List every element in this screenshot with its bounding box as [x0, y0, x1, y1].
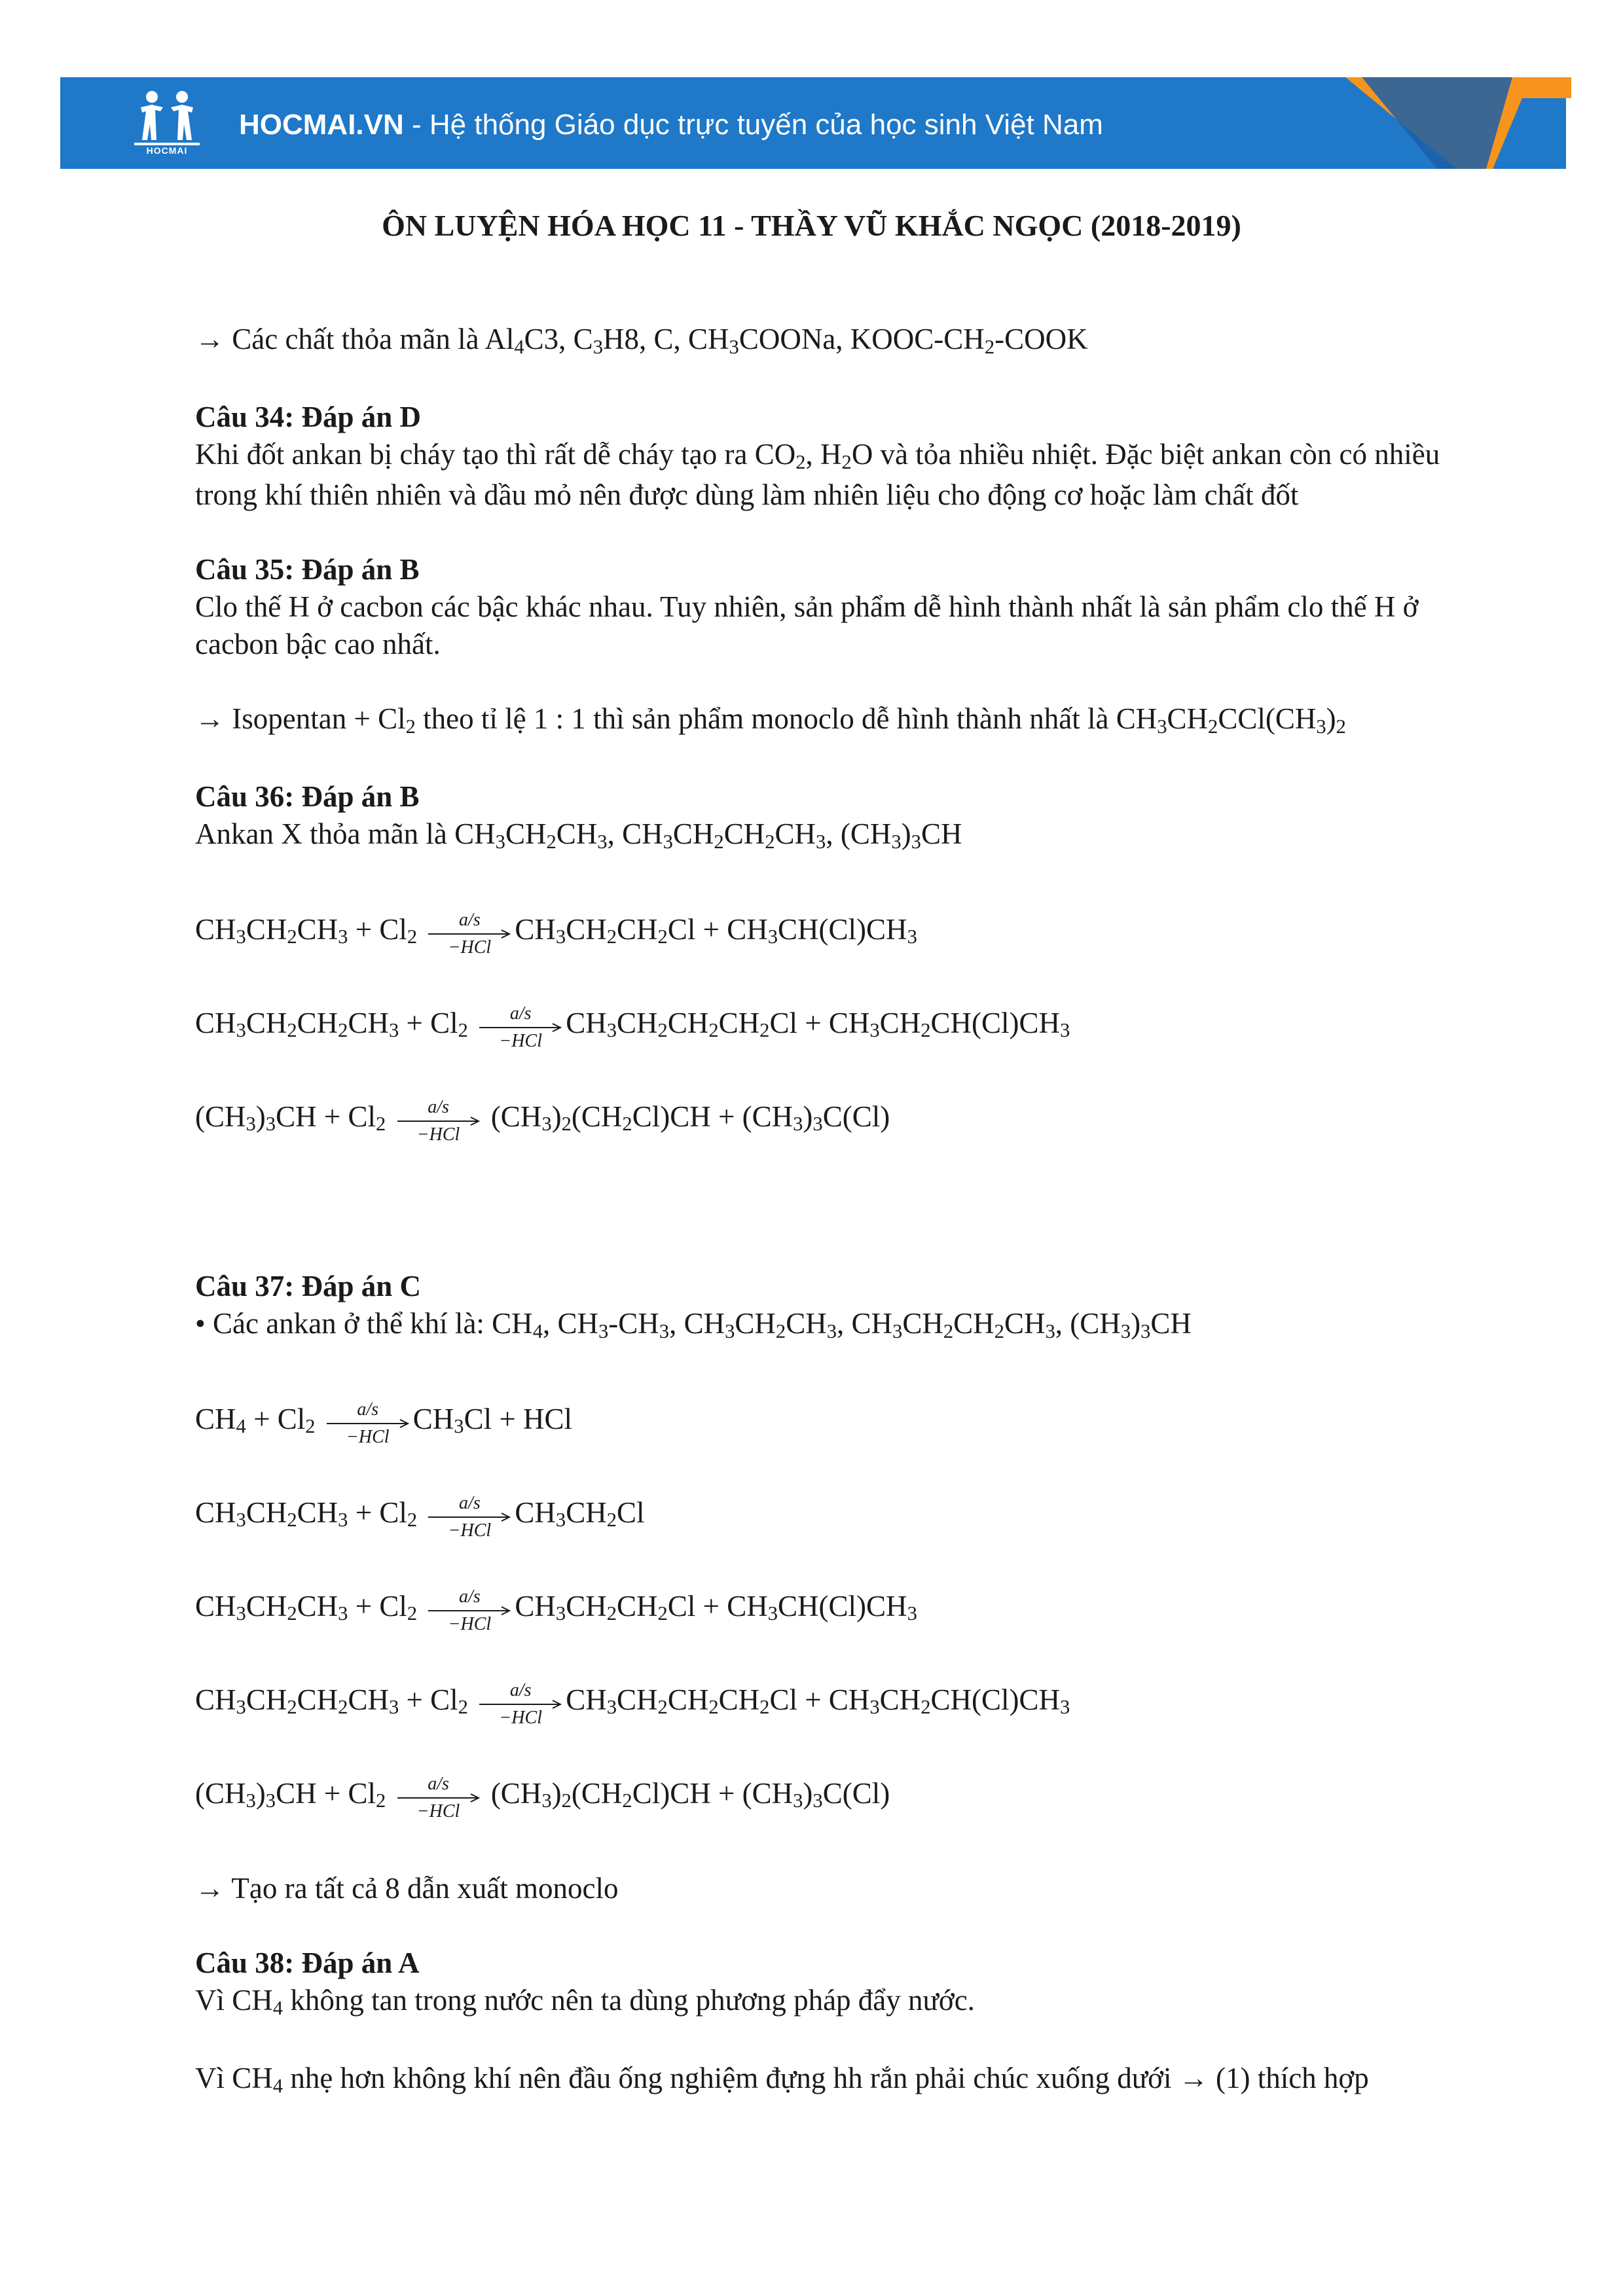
reaction-equation	[195, 1773, 1459, 1821]
reaction-arrow	[427, 1588, 512, 1634]
reaction-products: $CH_3Cl$ + HCl	[412, 1402, 572, 1438]
arrow-condition-top: a/s	[357, 1399, 379, 1420]
banner-text	[239, 109, 1103, 141]
document-title: ÔN LUYỆN HÓA HỌC 11 - THẦY VŨ KHẮC NGỌC (2018-2019)	[382, 209, 1241, 242]
arrow-condition-bottom: −HCl	[416, 1801, 460, 1821]
reaction-arrow	[478, 1681, 563, 1727]
banner-accent-shape	[1345, 77, 1571, 169]
arrow-condition-bottom: −HCl	[448, 937, 492, 958]
question-36-heading: Câu 36: Đáp án B	[195, 780, 420, 813]
arrow-condition-bottom: −HCl	[346, 1426, 390, 1447]
banner-tagline: - Hệ thống Giáo dục trực tuyến của học sinh Việt Nam	[403, 109, 1103, 141]
arrow-condition-bottom: −HCl	[448, 1613, 492, 1634]
reaction-products: $CH_3CH_2Cl$	[515, 1496, 645, 1532]
reaction-reactants: $CH_3CH_2CH_3 + Cl_2$	[195, 912, 418, 948]
reaction-reactants: $(CH_3)_3CH + Cl_2$	[195, 1776, 386, 1812]
question-36-text: Ankan X thỏa mãn là $CH_3CH_2CH_3$, $CH_3CH_2CH_2CH_3$, $(CH_3)_3CH$	[195, 817, 962, 853]
logo-caption: HOCMAI	[146, 145, 188, 156]
reaction-products: $CH_3CH_2CH_2CH_2Cl + CH_3CH_2CH(Cl)CH_3$	[566, 1006, 1070, 1042]
document-body	[195, 321, 1459, 2100]
arrow-condition-top: a/s	[459, 1492, 481, 1513]
reaction-arrow	[427, 1494, 512, 1540]
question-35-conclusion: → Isopentan + $Cl_2$ theo tỉ lệ 1 : 1 thì sản phẩm monoclo dễ hình thành nhất là $CH_3CH_2CCl(CH_3)_2$	[195, 702, 1346, 738]
arrow-condition-top: a/s	[459, 909, 481, 930]
question-37-text: • Các ankan ở thể khí là: $CH_4$, $CH_3-CH_3$, $CH_3CH_2CH_3$, $CH_3CH_2CH_2CH_3$, $(CH_3)_3CH$	[195, 1307, 1192, 1342]
question-34-heading: Câu 34: Đáp án D	[195, 401, 422, 433]
reaction-arrow	[396, 1098, 481, 1144]
reaction-reactants: $CH_3CH_2CH_2CH_3 + Cl_2$	[195, 1683, 468, 1719]
question-37-equations	[195, 1346, 1459, 1821]
reaction-equation	[195, 1096, 1459, 1145]
reaction-products: $(CH_3)_2(CH_2Cl)CH + (CH_3)_3C(Cl)$	[483, 1100, 890, 1136]
reaction-equation	[195, 1492, 1459, 1541]
reaction-arrow	[427, 911, 512, 957]
reaction-products: $CH_3CH_2CH_2Cl + CH_3CH(Cl)CH_3$	[515, 912, 917, 948]
question-35-heading: Câu 35: Đáp án B	[195, 553, 420, 586]
reaction-reactants: $CH_3CH_2CH_3 + Cl_2$	[195, 1496, 418, 1532]
reaction-equation	[195, 1399, 1459, 1447]
reaction-arrow	[396, 1775, 481, 1821]
question-34-text: Khi đốt ankan bị cháy tạo thì rất dễ cháy tạo ra $CO_2$, $H_2O$ và tỏa nhiều nhiệt. Đặc biệt ankan còn có nhiều trong khí thiên nhiên và dầu mỏ nên được dùng làm nhiên liệu cho động cơ hoặc làm chất đốt	[195, 438, 1440, 511]
reaction-reactants: $(CH_3)_3CH + Cl_2$	[195, 1100, 386, 1136]
arrow-condition-bottom: −HCl	[499, 1030, 542, 1051]
reaction-products: $CH_3CH_2CH_2CH_2Cl + CH_3CH_2CH(Cl)CH_3$	[566, 1683, 1070, 1719]
question-38-heading: Câu 38: Đáp án A	[195, 1946, 420, 1979]
question-37-conclusion: → Tạo ra tất cả 8 dẫn xuất monoclo	[195, 1872, 619, 1905]
reaction-products: $CH_3CH_2CH_2Cl + CH_3CH(Cl)CH_3$	[515, 1589, 917, 1625]
reaction-equation	[195, 1679, 1459, 1728]
reaction-reactants: $CH_3CH_2CH_2CH_3 + Cl_2$	[195, 1006, 468, 1042]
reaction-arrow	[325, 1401, 410, 1446]
reaction-reactants: $CH_3CH_2CH_3 + Cl_2$	[195, 1589, 418, 1625]
arrow-condition-top: a/s	[428, 1096, 449, 1117]
question-37-heading: Câu 37: Đáp án C	[195, 1270, 422, 1302]
question-36-equations	[195, 856, 1459, 1145]
arrow-condition-top: a/s	[509, 1003, 532, 1024]
brand-name[interactable]: HOCMAI.VN	[239, 109, 404, 141]
arrow-condition-top: a/s	[459, 1586, 481, 1607]
arrow-condition-bottom: −HCl	[448, 1520, 492, 1541]
reaction-arrow	[478, 1005, 563, 1050]
arrow-condition-top: a/s	[428, 1773, 449, 1794]
arrow-condition-bottom: −HCl	[499, 1707, 542, 1728]
intro-line: → Các chất thỏa mãn là $Al_4C3$, $C_3H8$, C, $CH_3COONa$, KOOC-$CH_2$-COOK	[195, 323, 1088, 358]
reaction-products: $(CH_3)_2(CH_2Cl)CH + (CH_3)_3C(Cl)$	[483, 1776, 890, 1812]
reaction-equation	[195, 1586, 1459, 1634]
reaction-equation	[195, 1003, 1459, 1051]
arrow-condition-top: a/s	[509, 1679, 532, 1700]
arrow-condition-bottom: −HCl	[416, 1124, 460, 1145]
reaction-equation	[195, 909, 1459, 958]
question-38-text-1: Vì $CH_4$ không tan trong nước nên ta dùng phương pháp đẩy nước.	[195, 1984, 975, 2019]
question-35-text: Clo thế H ở cacbon các bậc khác nhau. Tuy nhiên, sản phẩm dễ hình thành nhất là sản phẩm clo thế H ở cacbon bậc cao nhất.	[195, 590, 1419, 660]
question-38-text-2: Vì $CH_4$ nhẹ hơn không khí nên đầu ống nghiệm đựng hh rắn phải chúc xuống dưới → (1) thích hợp	[195, 2062, 1369, 2097]
reaction-reactants: $CH_4 + Cl_2$	[195, 1402, 316, 1438]
